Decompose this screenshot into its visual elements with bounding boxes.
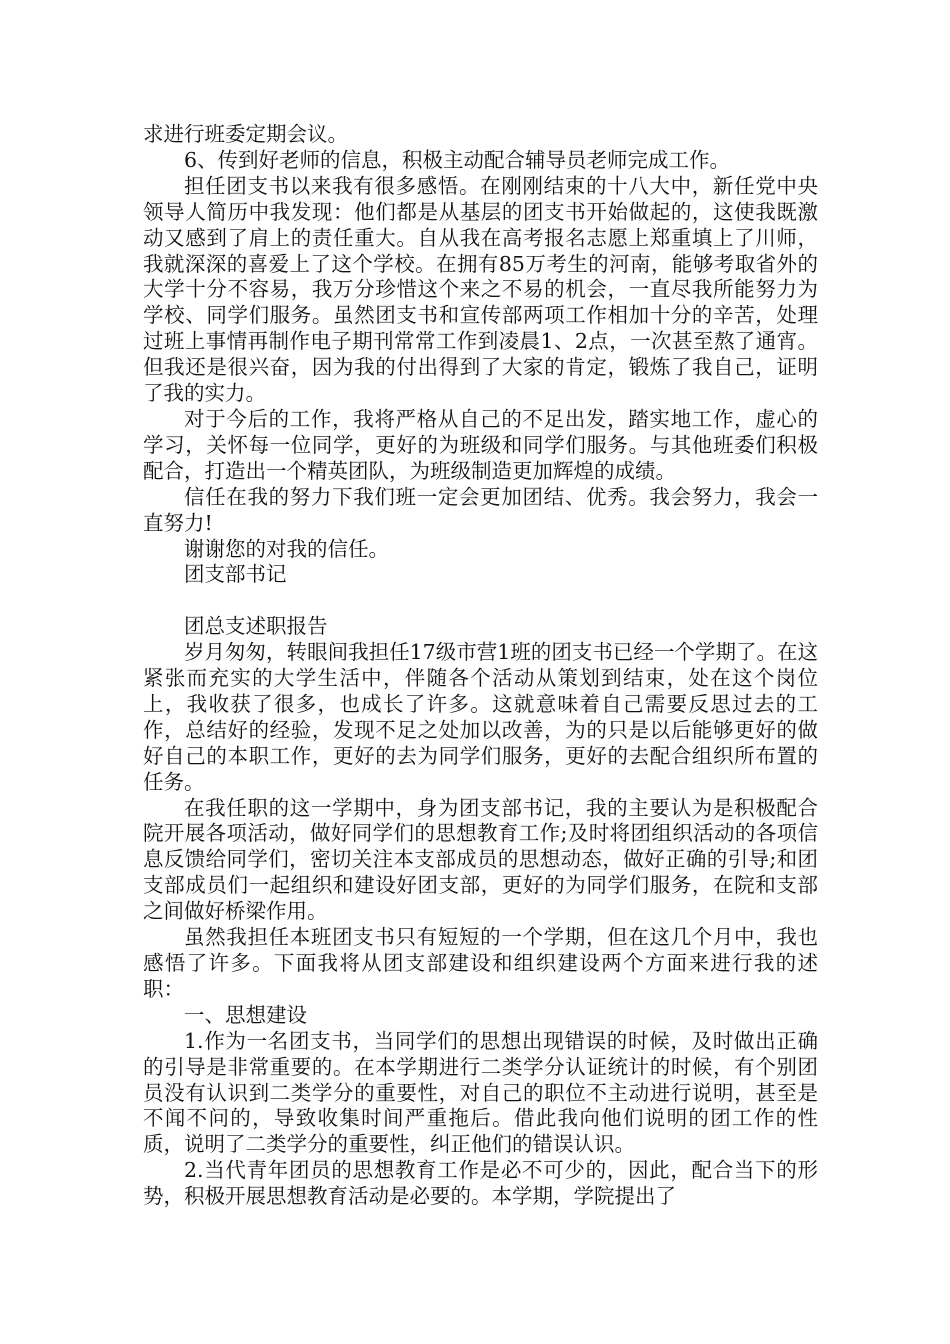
blank-line [143, 588, 818, 614]
subsection-heading: 一、思想建设 [184, 1002, 307, 1027]
paragraph-item-6: 6、传到好老师的信息，积极主动配合辅导员老师完成工作。 [184, 147, 731, 172]
paragraph-duties: 在我任职的这一学期中，身为团支部书记，我的主要认为是积极配合院开展各项活动，做好同学们的思想教育工作;及时将团组织活动的各项信息反馈给同学们，密切关注本支部成员的思想动态，做好正确的引导;和团支部成员们一起组织和建设好团支部，更好的为同学们服务，在院和支部之间做好桥梁作用。 [143, 795, 818, 924]
paragraph-continuation: 求进行班委定期会议。 [143, 122, 348, 146]
paragraph-thanks: 谢谢您的对我的信任。 [184, 536, 389, 561]
document-body [143, 122, 818, 1210]
paragraph-reflection: 担任团支书以来我有很多感悟。在刚刚结束的十八大中，新任党中央领导人简历中我发现：他们都是从基层的团支书开始做起的，这使我既激动又感到了肩上的责任重大。自从我在高考报名志愿上郑重填上了川师，我就深深的喜爱上了这个学校。在拥有85万考生的河南，能够考取省外的大学十分不容易，我万分珍惜这个来之不易的机会，一直尽我所能努力为学校、同学们服务。虽然团支书和宣传部两项工作相加十分的辛苦，处理过班上事情再制作电子期刊常常工作到凌晨1、2点，一次甚至熬了通宵。但我还是很兴奋，因为我的付出得到了大家的肯定，锻炼了我自己，证明了我的实力。 [143, 173, 818, 406]
section-heading: 团总支述职报告 [184, 614, 328, 639]
paragraph-point-2: 2.当代青年团员的思想教育工作是必不可少的，因此，配合当下的形势，积极开展思想教育活动是必要的。本学期，学院提出了 [143, 1158, 818, 1209]
signature-title: 团支部书记 [184, 562, 287, 587]
paragraph-overview: 虽然我担任本班团支书只有短短的一个学期，但在这几个月中，我也感悟了许多。下面我将从团支部建设和组织建设两个方面来进行我的述职： [143, 925, 818, 1001]
paragraph-future-work: 对于今后的工作，我将严格从自己的不足出发，踏实地工作，虚心的学习，关怀每一位同学，更好的为班级和同学们服务。与其他班委们积极配合，打造出一个精英团队，为班级制造更加辉煌的成绩。 [143, 406, 818, 483]
paragraph-confidence: 信任在我的努力下我们班一定会更加团结、优秀。我会努力，我会一直努力! [143, 484, 818, 535]
paragraph-point-1: 1.作为一名团支书，当同学们的思想出现错误的时候，及时做出正确的引导是非常重要的。在本学期进行二类学分认证统计的时候，有个别团员没有认识到二类学分的重要性，对自己的职位不主动进行说明，甚至是不闻不问的，导致收集时间严重拖后。借此我向他们说明的团工作的性质，说明了二类学分的重要性，纠正他们的错误认识。 [143, 1028, 818, 1157]
paragraph-intro: 岁月匆匆，转眼间我担任17级市营1班的团支书已经一个学期了。在这紧张而充实的大学生活中，伴随各个活动从策划到结束，处在这个岗位上，我收获了很多，也成长了许多。这就意味着自己需要反思过去的工作，总结好的经验，发现不足之处加以改善，为的只是以后能够更好的做好自己的本职工作，更好的去为同学们服务，更好的去配合组织所布置的任务。 [143, 640, 818, 794]
